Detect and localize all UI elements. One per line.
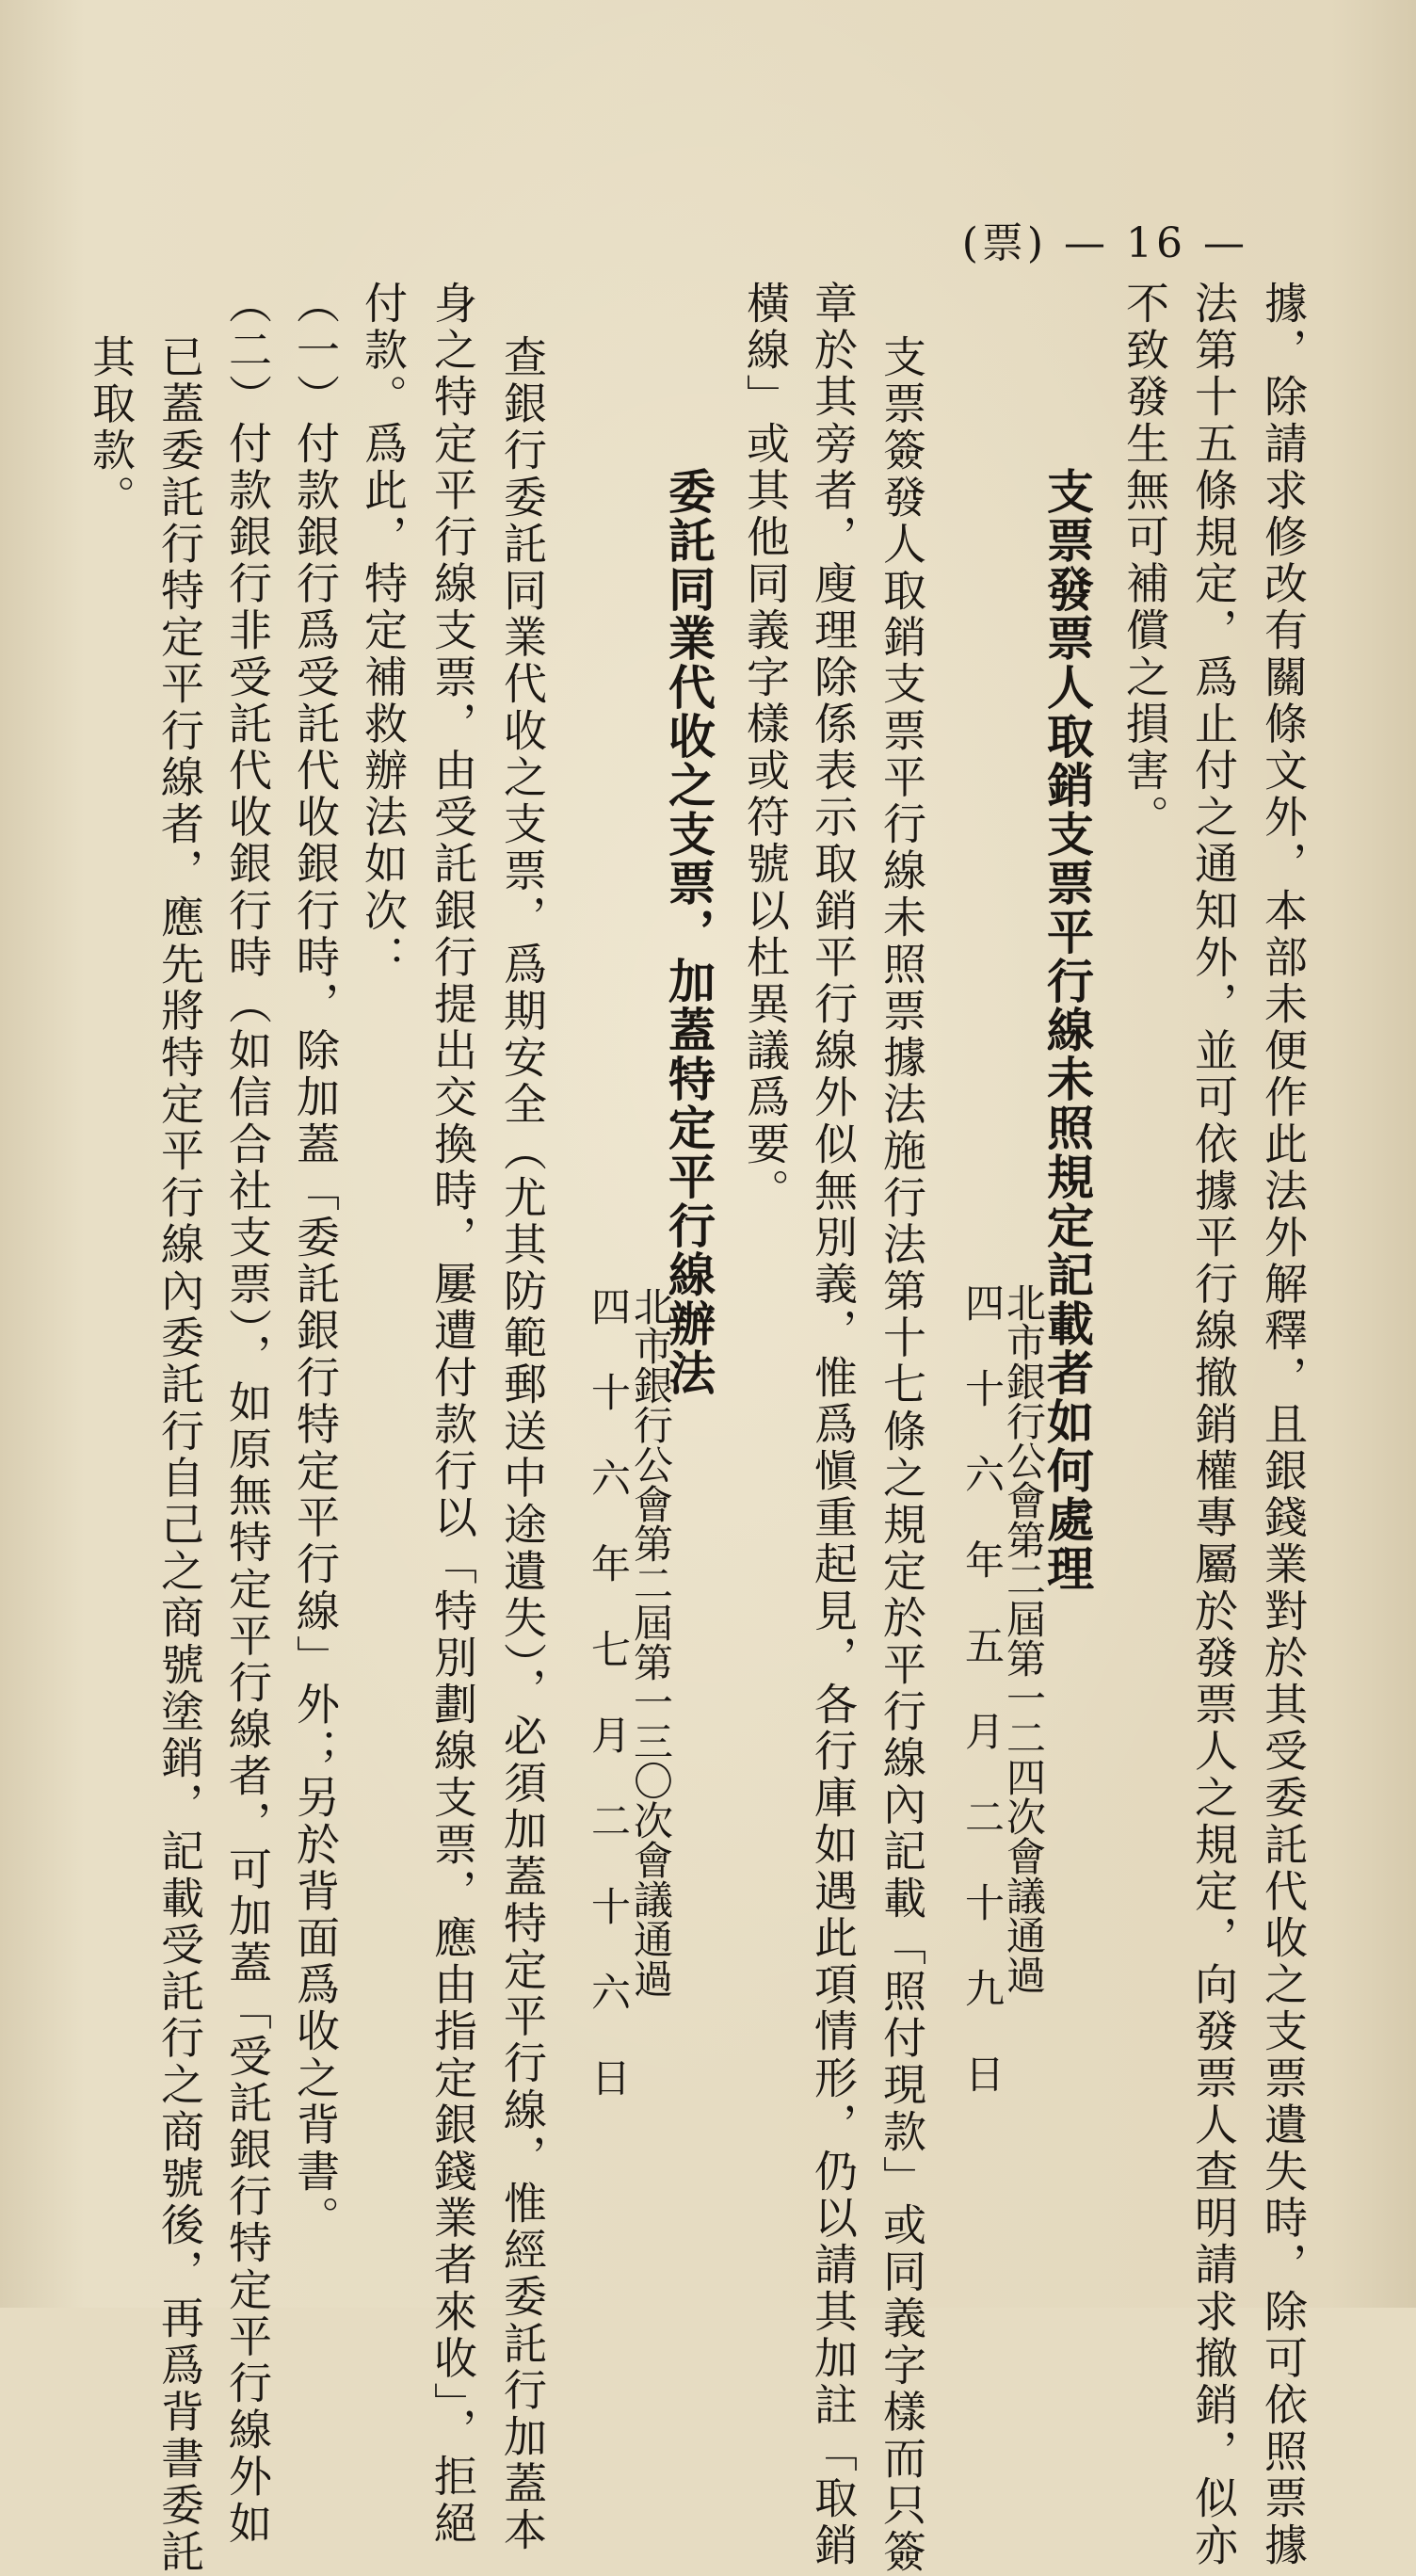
text-line: 不致發生無可補償之損害。 (1119, 281, 1170, 842)
section-heading: 委託同業代收之支票，加蓋特定平行線辦法 (661, 467, 716, 1397)
resolution-date: 四 十 六 年 七 月 二 十 六 日 (586, 1286, 632, 2097)
resolution-date: 四 十 六 年 五 月 二 十 九 日 (959, 1282, 1006, 2093)
text-line: 章於其旁者，廋理除係表示取銷平行線外似無別義，惟爲愼重起見，各行庫如遇此項情形，仍以請其加註「取銷 (808, 281, 859, 2569)
text-line: 已蓋委託行特定平行線者，應先將特定平行線內委託行自己之商號塗銷，記載受託行之商號後，再爲背書委託 (154, 334, 205, 2576)
text-line: 橫線」或其他同義字樣或符號以杜異議爲要。 (740, 281, 791, 1215)
text-line: 查銀行委託同業代收之支票，爲期安全（尤其防範郵送中途遺失），必須加蓋特定平行線，惟經委託行加蓋本 (497, 334, 548, 2554)
section-heading: 支票發票人取銷支票平行線未照規定記載者如何處理 (1039, 467, 1094, 1593)
text-line: 身之特定平行線支票，由受託銀行提出交換時，屢遭付款行以「特別劃線支票，應由指定銀錢業者來收」，拒絕 (427, 281, 478, 2548)
resolution-source: 北市銀行公會第二屆第一三〇次會議通過 (628, 1286, 674, 1998)
text-line: 付款。爲此，特定補救辦法如次： (358, 281, 409, 981)
list-item: （二）付款銀行非受託代收銀行時（如信合社支票），如原無特定平行線者，可加蓋「受託銀行特定平行線外如 (222, 281, 273, 2548)
running-head: (票) — 16 — (961, 219, 1248, 267)
list-item: （一）付款銀行爲受託代收銀行時，除加蓋「委託銀行特定平行線」外；另於背面爲收之背書。 (290, 281, 341, 2243)
text-line: 其取款。 (86, 334, 137, 522)
text-line: 據，除請求修改有關條文外，本部未便作此法外解釋，且銀錢業對於其受委託代收之支票遺失時，除可依照票據 (1258, 281, 1309, 2569)
resolution-source: 北市銀行公會第二屆第一二四次會議通過 (1001, 1282, 1047, 1994)
text-line: 法第十五條規定，爲止付之通知外，並可依據平行線撤銷權專屬於發票人之規定，向發票人查明請求撤銷，似亦 (1188, 281, 1239, 2569)
text-line: 支票簽發人取銷支票平行線未照票據法施行法第十七條之規定於平行線內記載「照付現款」或同義字樣而只簽 (877, 334, 927, 2576)
